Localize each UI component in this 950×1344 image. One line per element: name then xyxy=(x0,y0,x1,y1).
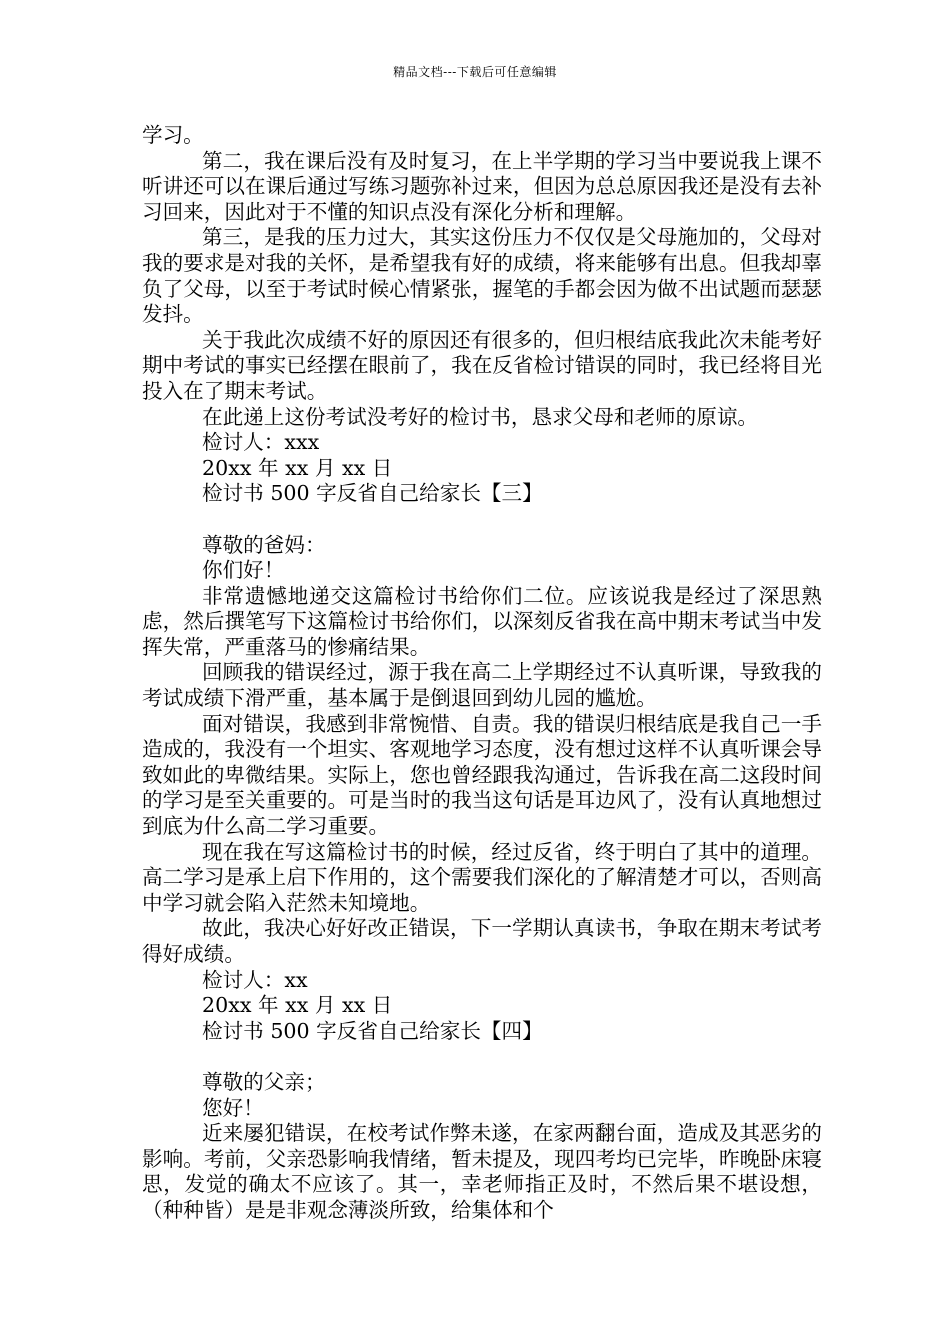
blank-line xyxy=(142,507,822,533)
paragraph: 面对错误，我感到非常惋惜、自责。我的错误归根结底是我自己一手造成的，我没有一个坦实、客观地学习态度，没有想过这样不认真听课会导致如此的卑微结果。实际上，您也曾经跟我沟通过，告诉我在高二这段时间的学习是至关重要的。可是当时的我当这句话是耳边风了，没有认真地想过到底为什么高二学习重要。 xyxy=(142,711,822,839)
paragraph: 20xx 年 xx 月 xx 日 xyxy=(202,993,393,1018)
paragraph: 第三，是我的压力过大，其实这份压力不仅仅是父母施加的，父母对我的要求是对我的关怀，是希望我有好的成绩，将来能够有出息。但我却辜负了父母，以至于考试时候心情紧张，握笔的手都会因为做不出试题而瑟瑟发抖。 xyxy=(142,225,822,327)
paragraph: 检讨人：xxx xyxy=(202,430,320,455)
page-header: 精品文档---下载后可任意编辑 xyxy=(393,65,557,79)
paragraph: 回顾我的错误经过，源于我在高二上学期经过不认真听课，导致我的考试成绩下滑严重，基本属于是倒退回到幼儿园的尴尬。 xyxy=(142,660,822,711)
paragraph: 你们好！ xyxy=(202,558,285,583)
paragraph: 故此，我决心好好改正错误，下一学期认真读书，争取在期末考试考得好成绩。 xyxy=(142,916,822,966)
paragraph: 尊敬的父亲； xyxy=(202,1069,326,1094)
paragraph: 检讨书 500 字反省自己给家长【四】 xyxy=(202,1018,543,1043)
paragraph: 近来屡犯错误，在校考试作弊未遂，在家两翻台面，造成及其恶劣的影响。考前，父亲恐影响我情绪，暂未提及，现四考均已完毕，昨晚卧床寝思，发觉的确太不应该了。其一，幸老师指正及时，不然后果不堪设想，（种种皆）是是非观念薄淡所致，给集体和个 xyxy=(142,1121,822,1222)
paragraph: 尊敬的爸妈： xyxy=(202,532,326,557)
paragraph: 非常遗憾地递交这篇检讨书给你们二位。应该说我是经过了深思熟虑，然后撰笔写下这篇检讨书给你们，以深刻反省我在高中期末考试当中发挥失常，严重落马的惨痛结果。 xyxy=(142,583,822,659)
paragraph: 关于我此次成绩不好的原因还有很多的，但归根结底我此次未能考好期中考试的事实已经摆在眼前了，我在反省检讨错误的同时，我已经将目光投入在了期末考试。 xyxy=(142,327,822,403)
paragraph: 第二，我在课后没有及时复习，在上半学期的学习当中要说我上课不听讲还可以在课后通过写练习题弥补过来，但因为总总原因我还是没有去补习回来，因此对于不懂的知识点没有深化分析和理解。 xyxy=(142,148,822,224)
blank-line xyxy=(142,1044,822,1070)
paragraph: 学习。 xyxy=(142,123,204,147)
paragraph: 您好！ xyxy=(202,1095,264,1120)
paragraph: 在此递上这份考试没考好的检讨书，恳求父母和老师的原谅。 xyxy=(202,404,759,429)
paragraph: 20xx 年 xx 月 xx 日 xyxy=(202,455,393,480)
paragraph: 检讨书 500 字反省自己给家长【三】 xyxy=(202,481,543,506)
document-body xyxy=(142,123,822,1224)
paragraph: 检讨人：xx xyxy=(202,967,308,992)
paragraph: 现在我在写这篇检讨书的时候，经过反省，终于明白了其中的道理。高二学习是承上启下作用的，这个需要我们深化的了解清楚才可以，否则高中学习就会陷入茫然未知境地。 xyxy=(142,839,822,915)
